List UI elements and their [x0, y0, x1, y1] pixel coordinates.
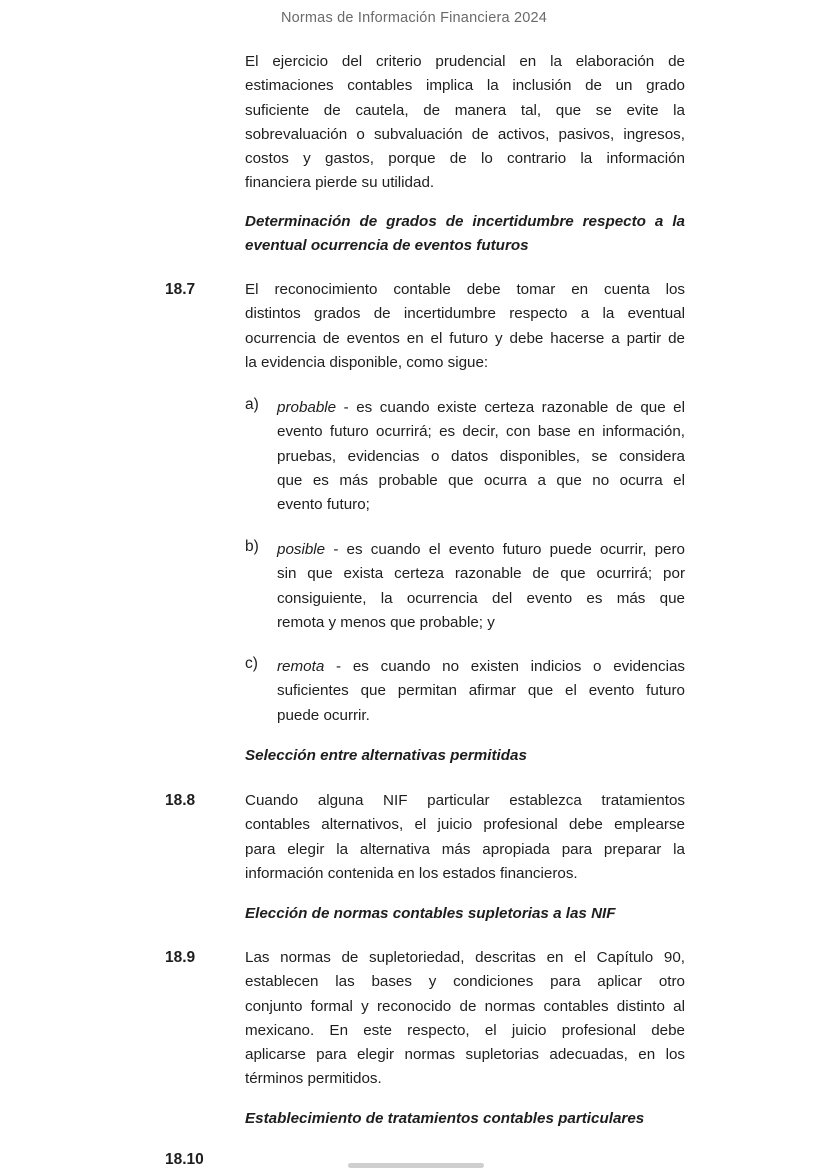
line-text: contables alternativos, el juicio profesional debe emplearse [245, 816, 685, 834]
line-text: - es cuando el evento futuro puede ocurrir, pero [325, 541, 685, 558]
line-text: Determinación de grados de incertidumbre respecto a la [245, 213, 685, 230]
line-text: Cuando alguna NIF particular establezca tratamientos [245, 792, 685, 809]
line-text: pruebas, evidencias o datos disponibles, se considera [277, 447, 685, 465]
section-number: 18.7 [165, 281, 196, 298]
section-heading [245, 210, 685, 259]
running-header: Normas de Información Financiera 2024 [280, 10, 548, 26]
line-text: suficiente de cautela, de manera tal, que se evite la [245, 101, 685, 119]
text-line [245, 838, 685, 862]
text-line [245, 744, 685, 768]
text-line [245, 234, 685, 258]
paragraph-18-7 [245, 278, 685, 375]
line-text: información contenida en los estados financieros. [245, 864, 578, 882]
line-text: suficientes que permitan afirmar que el evento futuro [277, 682, 685, 700]
list-item-b [277, 538, 685, 635]
line-text: evento futuro; [277, 496, 370, 514]
list-item-c [277, 655, 685, 728]
term: probable [277, 399, 337, 416]
line-text: puede ocurrir. [277, 706, 370, 724]
text-line [245, 99, 685, 123]
section-heading [245, 744, 685, 768]
term: remota [277, 658, 325, 675]
home-indicator[interactable] [348, 1163, 484, 1168]
text-line [277, 679, 685, 703]
line-text: - es cuando existe certeza razonable de que el [336, 399, 685, 416]
text-line [277, 587, 685, 611]
text-line [245, 1019, 685, 1043]
text-line [245, 789, 685, 813]
text-line [277, 704, 685, 728]
section-number: 18.9 [165, 949, 196, 966]
section-number: 18.10 [165, 1151, 204, 1168]
line-text: evento futuro ocurrirá; es decir, con base en información, [277, 423, 685, 441]
text-line [245, 970, 685, 994]
line-text: conjunto formal y reconocido de normas contables distinto al [245, 997, 685, 1015]
text-line [245, 995, 685, 1019]
text-line [245, 351, 685, 375]
line-text: que es más probable que ocurra a que no ocurra el [277, 471, 685, 489]
paragraph-intro [245, 50, 685, 196]
list-item-a [277, 396, 685, 517]
text-line [245, 50, 685, 74]
line-text: Selección entre alternativas permitidas [245, 747, 527, 764]
line-text: consiguiente, la ocurrencia del evento es más que [277, 589, 685, 607]
text-line [277, 493, 685, 517]
line-text: Establecimiento de tratamientos contables particulares [245, 1110, 645, 1127]
line-text: sin que exista certeza razonable de que ocurrirá; por [277, 565, 685, 583]
paragraph-18-8 [245, 789, 685, 886]
line-text: distintos grados de incertidumbre respecto a la eventual [245, 305, 685, 323]
text-line [245, 302, 685, 326]
text-line [245, 278, 685, 302]
text-line [245, 74, 685, 98]
line-text: Elección de normas contables supletorias a las NIF [245, 905, 616, 922]
text-line [277, 538, 685, 562]
line-text: términos permitidos. [245, 1070, 382, 1088]
text-line [245, 1107, 685, 1131]
text-line [277, 469, 685, 493]
text-line [245, 210, 685, 234]
text-line [277, 655, 685, 679]
line-text: remota y menos que probable; y [277, 613, 495, 631]
line-text: mexicano. En este respecto, el juicio profesional debe [245, 1021, 685, 1039]
line-text: ocurrencia de eventos en el futuro y debe hacerse a partir de [245, 329, 685, 347]
text-line [245, 902, 685, 926]
list-letter: a) [245, 396, 259, 413]
text-line [245, 813, 685, 837]
text-line [245, 1067, 685, 1091]
text-line [245, 327, 685, 351]
text-line [277, 611, 685, 635]
section-number: 18.8 [165, 792, 196, 809]
line-text: la evidencia disponible, como sigue: [245, 353, 489, 371]
list-letter: c) [245, 655, 258, 672]
line-text: eventual ocurrencia de eventos futuros [245, 237, 529, 255]
section-heading [245, 902, 685, 926]
term: posible [277, 541, 326, 558]
line-text: aplicarse para elegir normas supletorias adecuadas, en los [245, 1046, 685, 1064]
text-line [245, 862, 685, 886]
text-line [277, 396, 685, 420]
text-line [245, 123, 685, 147]
line-text: El ejercicio del criterio prudencial en la elaboración de [245, 53, 685, 70]
line-text: costos y gastos, porque de lo contrario la información [245, 150, 685, 168]
line-text: financiera pierde su utilidad. [245, 174, 435, 192]
text-line [277, 420, 685, 444]
text-line [277, 445, 685, 469]
line-text: - es cuando no existen indicios o evidencias [324, 658, 685, 675]
list-letter: b) [245, 538, 259, 555]
line-text: sobrevaluación o subvaluación de activos, pasivos, ingresos, [245, 125, 685, 143]
text-line [245, 946, 685, 970]
section-heading [245, 1107, 685, 1131]
line-text: para elegir la alternativa más apropiada para preparar la [245, 840, 685, 858]
paragraph-18-9 [245, 946, 685, 1092]
text-line [245, 171, 685, 195]
line-text: estimaciones contables implica la inclusión de un grado [245, 77, 685, 95]
text-line [245, 1043, 685, 1067]
text-line [245, 147, 685, 171]
line-text: Las normas de supletoriedad, descritas en el Capítulo 90, [245, 949, 685, 966]
line-text: establecen las bases y condiciones para aplicar otro [245, 973, 685, 991]
text-line [277, 562, 685, 586]
line-text: El reconocimiento contable debe tomar en cuenta los [245, 281, 685, 298]
